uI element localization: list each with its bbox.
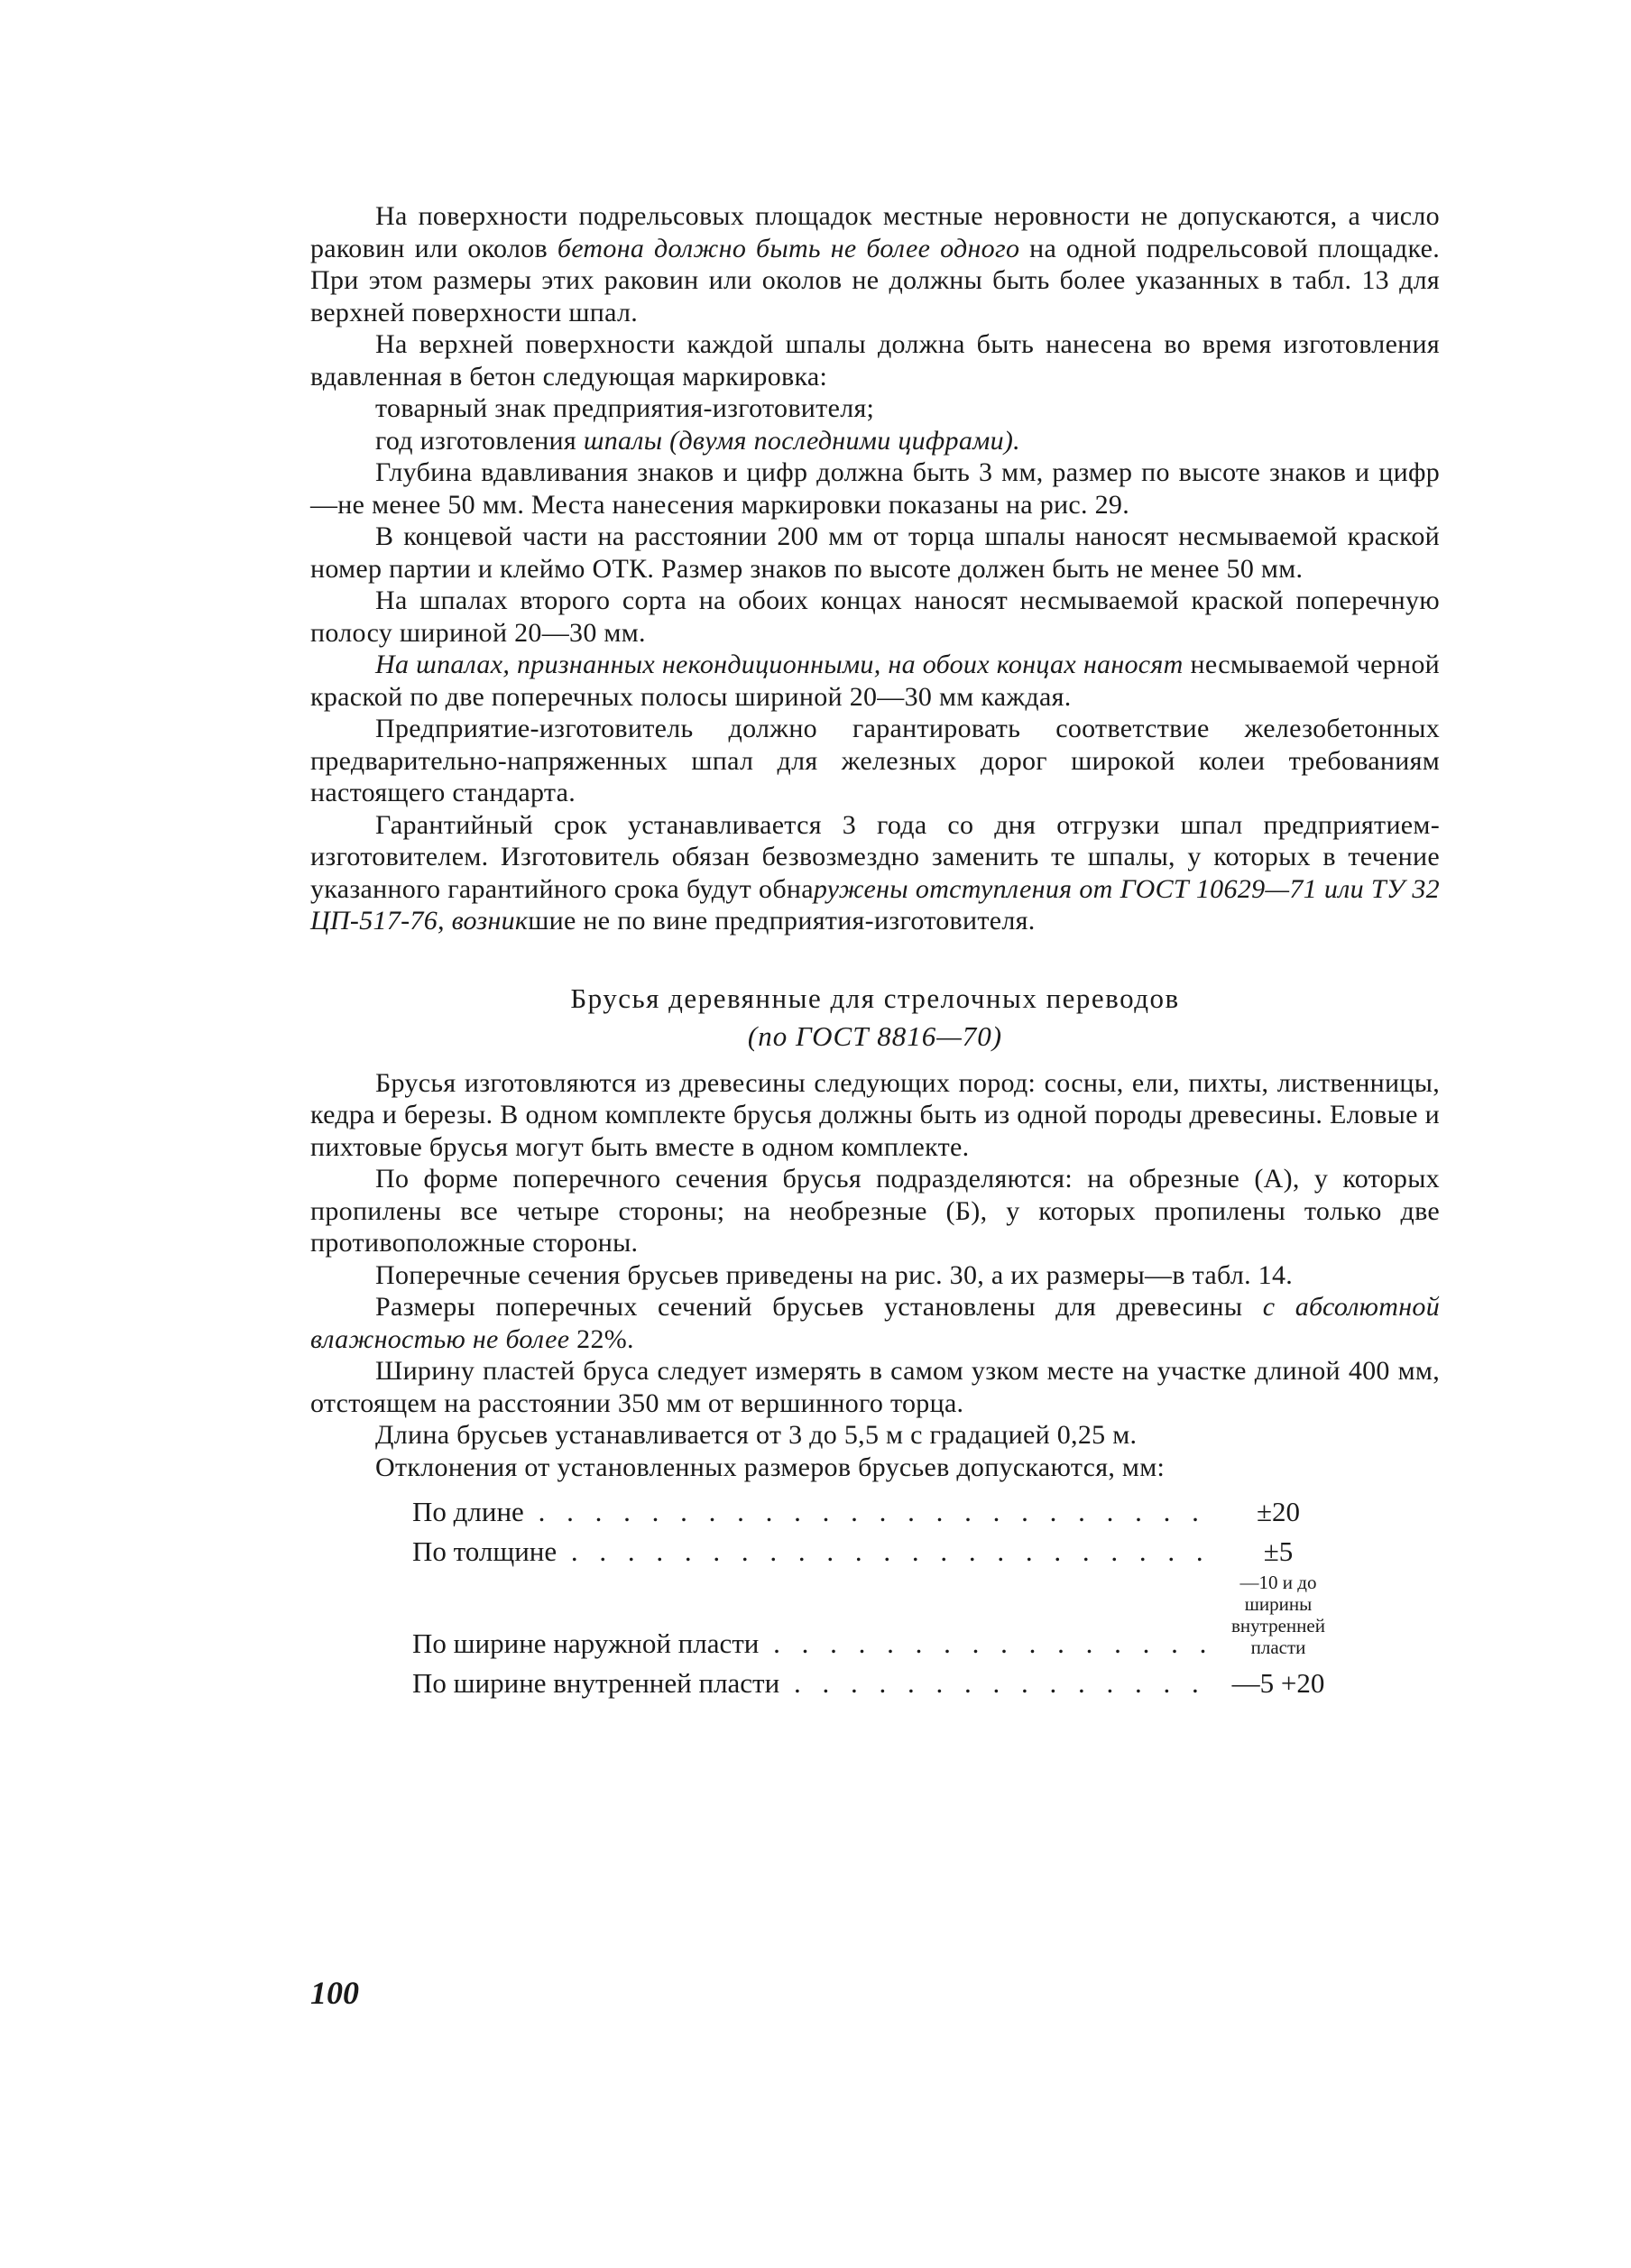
paragraph-substandard: На шпалах, признанных некондиционными, на обоих концах наносят несмываемой черной краской по две поперечных полосы шириной 20—30 мм каждая. — [310, 650, 1440, 712]
paragraph-marking-trademark: товарный знак предприятия-изготовителя; — [375, 393, 875, 423]
page-number: 100 — [310, 1975, 359, 2011]
tolerance-value: ±5 — [1263, 1535, 1294, 1567]
tolerance-label: По длине . . . — [412, 1492, 1206, 1532]
paragraph-marking-year: год изготовления шпалы (двумя последними цифрами). — [375, 425, 1020, 456]
section-subheading: (по ГОСТ 8816—70) — [747, 1019, 1003, 1052]
paragraph-surface-defects: На поверхности подрельсовых площадок местные неровности не допускаются, а число раковин или околов бетона должно быть не более одного на одной подрельсовой площадке. При этом размеры этих раковин или околов не должны быть более указанных в табл. 13 для верхней поверхности шпал. — [310, 201, 1440, 327]
paragraph-second-grade: На шпалах второго сорта на обоих концах наносят несмываемой краской поперечную полосу шириной 20—30 мм. — [310, 585, 1440, 648]
tolerance-row — [412, 1664, 1350, 1703]
tolerance-row — [412, 1572, 1350, 1664]
tolerance-list — [412, 1492, 1350, 1703]
paragraph-warranty-period: Гарантийный срок устанавливается 3 года со дня отгрузки шпал предприятием-изготовителем. Изготовитель обязан безвозмездно заменить те шпалы, у которых в течение указанного гарантийного срока будут обнаружены отступления от ГОСТ 10629—71 или ТУ 32 ЦП-517-76, возникшие не по вине предприятия-изготовителя. — [310, 809, 1440, 936]
paragraph-moisture: Размеры поперечных сечений брусьев установлены для древесины с абсолютной влажностью не более 22%. — [310, 1292, 1441, 1354]
paragraph-guarantee: Предприятие-изготовитель должно гарантировать соответствие железобетонных предварительно-напряженных шпал для железных дорог широкой колеи требованиям настоящего стандарта. — [310, 714, 1440, 807]
tolerance-value: —10 и до ширины внутренней пласти — [1231, 1572, 1325, 1658]
tolerance-label: По ширине наружной пласти . . . — [412, 1624, 1206, 1664]
paragraph-tolerance-intro: Отклонения от установленных размеров брусьев допускаются, мм: — [375, 1452, 1166, 1482]
paragraph-wood-species: Брусья изготовляются из древесины следующих пород: сосны, ели, пихты, лиственницы, кедра и березы. В одном комплекте брусья должны быть из одной породы древесины. Еловые и пихтовые брусья могут быть вместе в одном комплекте. — [310, 1067, 1440, 1162]
paragraph-batch-number: В концевой части на расстоянии 200 мм от торца шпалы наносят несмываемой краской номер партии и клеймо ОТК. Размер знаков по высоте должен быть не менее 50 мм. — [310, 521, 1440, 584]
section-heading: Брусья деревянные для стрелочных переводов — [570, 982, 1180, 1014]
paragraph-cross-section-types: По форме поперечного сечения брусья подразделяются: на обрезные (А), у которых пропилены все четыре стороны; на необрезные (Б), у которых пропилены только две противоположные стороны. — [310, 1164, 1440, 1258]
tolerance-row — [412, 1492, 1350, 1532]
paragraph-length-range: Длина брусьев устанавливается от 3 до 5,5 м с градацией 0,25 м. — [375, 1420, 1138, 1450]
paragraph-marking-depth: Глубина вдавливания знаков и цифр должна быть 3 мм, размер по высоте знаков и цифр—не менее 50 мм. Места нанесения маркировки показаны на рис. 29. — [310, 457, 1440, 520]
paragraph-width-measure: Ширину пластей бруса следует измерять в самом узком месте на участке длиной 400 мм, отстоящем на расстоянии 350 мм от вершинного торца. — [310, 1356, 1440, 1418]
tolerance-label: По толщине . . . — [412, 1532, 1206, 1572]
tolerance-value: ±20 — [1256, 1496, 1300, 1527]
tolerance-label: По ширине внутренней пласти . . . — [412, 1664, 1206, 1703]
tolerance-row — [412, 1532, 1350, 1572]
document-page — [310, 200, 1440, 1703]
paragraph-marking-intro: На верхней поверхности каждой шпалы должна быть нанесена во время изготовления вдавленная в бетон следующая маркировка: — [310, 329, 1440, 392]
paragraph-cross-section-figure: Поперечные сечения брусьев приведены на рис. 30, а их размеры—в табл. 14. — [375, 1259, 1294, 1290]
tolerance-value: —5 +20 — [1231, 1667, 1325, 1699]
